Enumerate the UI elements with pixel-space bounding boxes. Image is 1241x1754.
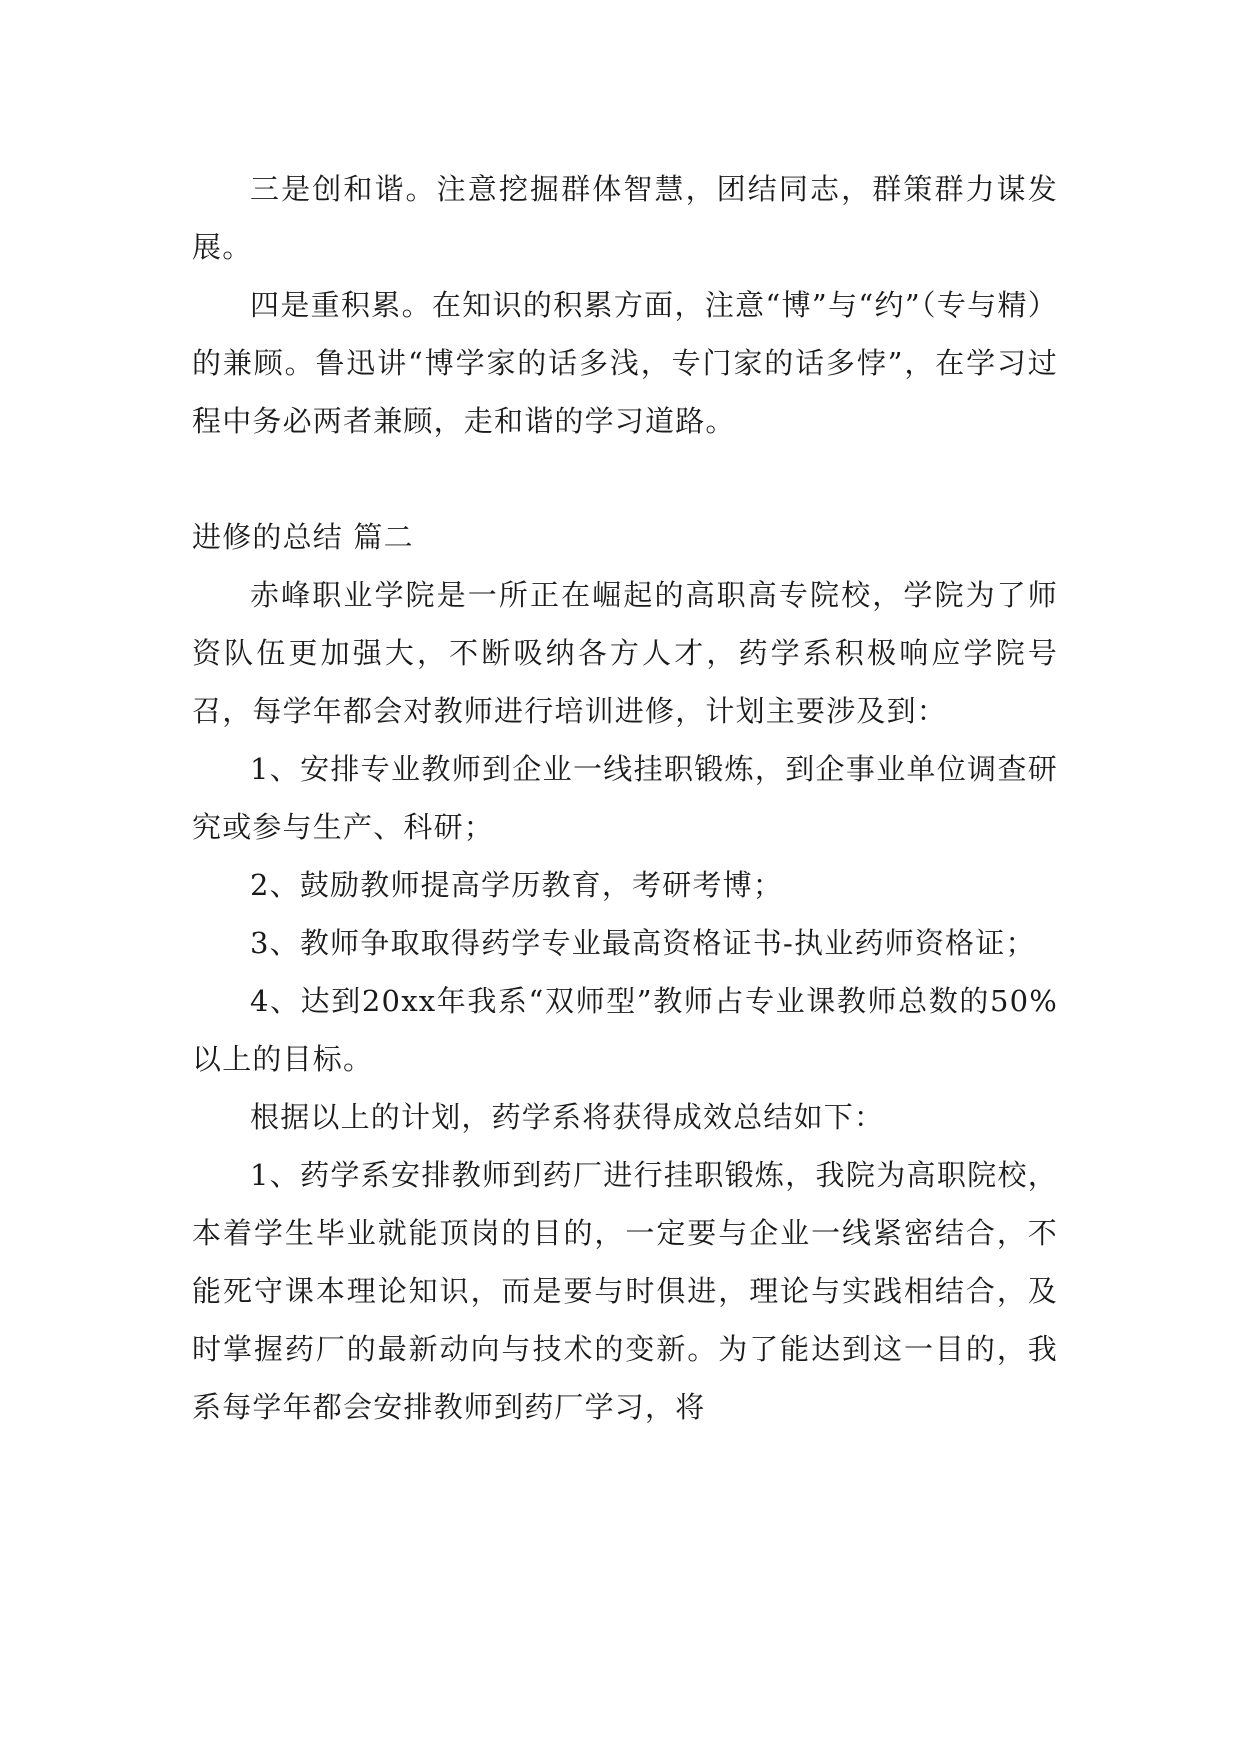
paragraph-intro: 赤峰职业学院是一所正在崛起的高职高专院校，学院为了师资队伍更加强大，不断吸纳各方人才，药学系积极响应学院号召，每学年都会对教师进行培训进修，计划主要涉及到： xyxy=(192,578,1058,728)
plan-item-2: 2、鼓励教师提高学历教育，考研考博； xyxy=(250,868,784,902)
paragraph-summary-lead: 根据以上的计划，药学系将获得成效总结如下： xyxy=(250,1100,885,1134)
paragraph-harmony: 三是创和谐。注意挖掘群体智慧，团结同志，群策群力谋发展。 xyxy=(192,172,1058,264)
paragraph-accumulation: 四是重积累。在知识的积累方面，注意“博”与“约”（专与精）的兼顾。鲁迅讲“博学家的话多浅，专门家的话多悖”，在学习过程中务必两者兼顾，走和谐的学习道路。 xyxy=(192,288,1058,438)
plan-item-3: 3、教师争取取得药学专业最高资格证书-执业药师资格证； xyxy=(250,926,1036,960)
plan-item-4: 4、达到20xx年我系“双师型”教师占专业课教师总数的50%以上的目标。 xyxy=(192,984,1058,1076)
document-body xyxy=(192,160,1058,1436)
plan-item-1: 1、安排专业教师到企业一线挂职锻炼，到企事业单位调查研究或参与生产、科研； xyxy=(192,752,1058,844)
section-gap xyxy=(192,450,1058,508)
result-item-1: 1、药学系安排教师到药厂进行挂职锻炼，我院为高职院校，本着学生毕业就能顶岗的目的，一定要与企业一线紧密结合，不能死守课本理论知识，而是要与时俱进，理论与实践相结合，及时掌握药厂的最新动向与技术的变新。为了能达到这一目的，我系每学年都会安排教师到药厂学习，将 xyxy=(192,1158,1058,1424)
section-heading: 进修的总结 篇二 xyxy=(192,520,414,554)
